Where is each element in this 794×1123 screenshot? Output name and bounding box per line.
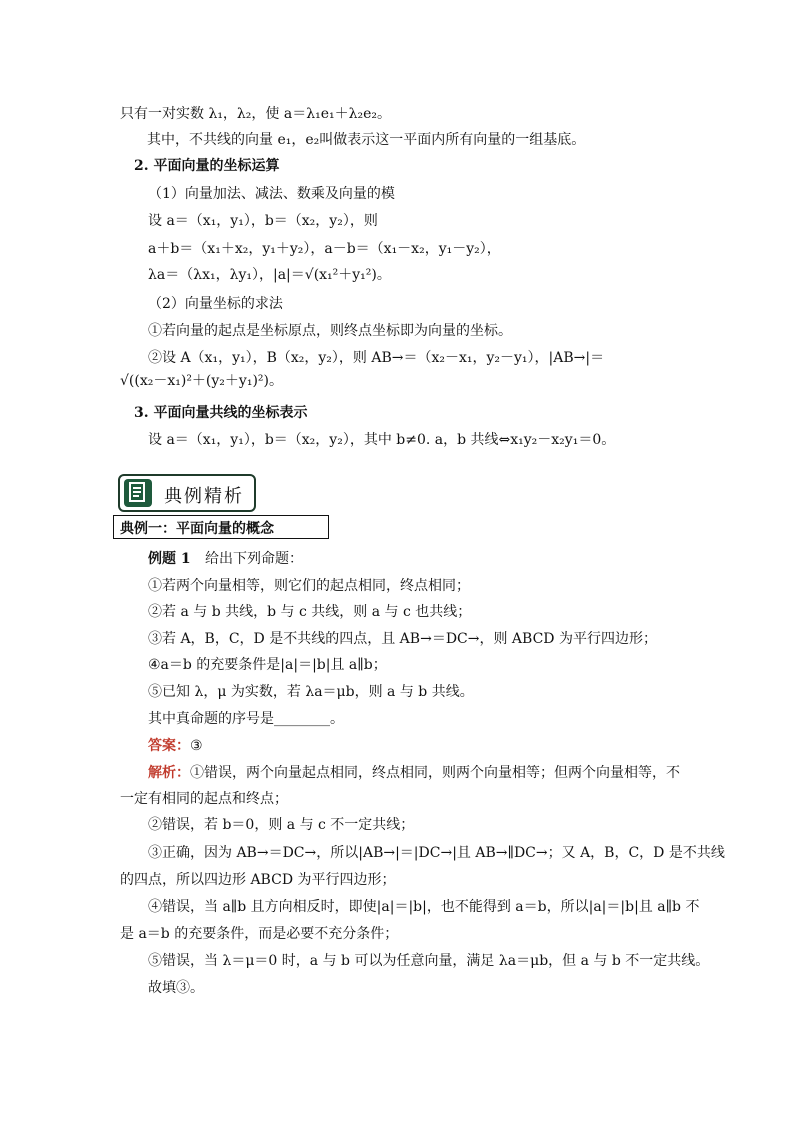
basis-line-1: 只有一对实数 λ₁，λ₂，使 a＝λ₁e₁＋λ₂e₂。 xyxy=(120,106,391,122)
example-intro: 给出下列命题： xyxy=(205,551,303,567)
analysis-line-9: 故填③。 xyxy=(148,980,204,996)
examples-header-title: 典例精析 xyxy=(164,486,244,507)
section-2-scalar: λa＝（λx₁，λy₁），|a|＝√(x₁²＋y₁²)。 xyxy=(148,267,391,283)
section-3-title: 3. 平面向量共线的坐标表示 xyxy=(134,405,308,421)
section-2-p1: ①若向量的起点是坐标原点，则终点坐标即为向量的坐标。 xyxy=(148,323,512,339)
analysis-line-4: ③正确，因为 AB→＝DC→，所以|AB→|＝|DC→|且 AB→∥DC→；又 A，B，C，D 是不共线 xyxy=(148,845,725,861)
section-2-sub1: （1）向量加法、减法、数乘及向量的模 xyxy=(148,186,395,202)
analysis-line-1: ①错误，两个向量起点相同，终点相同，则两个向量相等；但两个向量相等，不 xyxy=(190,765,680,781)
proposition-2: ②若 a 与 b 共线，b 与 c 共线，则 a 与 c 也共线； xyxy=(148,604,472,620)
example-1-subheader-title: 典例一：平面向量的概念 xyxy=(120,521,274,537)
analysis-line-3: ②错误，若 b＝0，则 a 与 c 不一定共线； xyxy=(148,817,415,833)
document-icon xyxy=(124,479,152,507)
basis-line-2: 其中，不共线的向量 e₁，e₂叫做表示这一平面内所有向量的一组基底。 xyxy=(147,132,586,148)
examples-header xyxy=(118,474,256,512)
analysis-label: 解析： xyxy=(148,765,190,781)
example-label: 例题 1 xyxy=(148,551,191,567)
answer-value: ③ xyxy=(190,738,203,754)
proposition-4: ④a＝b 的充要条件是|a|＝|b|且 a∥b； xyxy=(148,657,387,673)
analysis-line-6: ④错误，当 a∥b 且方向相反时，即使|a|＝|b|，也不能得到 a＝b，所以|a|＝|b|且 a∥b 不 xyxy=(148,899,700,915)
proposition-5: ⑤已知 λ，μ 为实数，若 λa＝μb，则 a 与 b 共线。 xyxy=(148,684,474,700)
analysis-line-8: ⑤错误，当 λ＝μ＝0 时，a 与 b 可以为任意向量，满足 λa＝μb，但 a 与 b 不一定共线。 xyxy=(148,953,710,969)
example-1-subheader xyxy=(113,515,329,539)
question-line: 其中真命题的序号是________。 xyxy=(148,711,344,727)
answer-label: 答案： xyxy=(148,738,190,754)
proposition-3: ③若 A，B，C，D 是不共线的四点，且 AB→＝DC→，则 ABCD 为平行四边形； xyxy=(148,631,657,647)
section-2-sub2: （2）向量坐标的求法 xyxy=(148,296,283,312)
section-3-line: 设 a＝（x₁，y₁），b＝（x₂，y₂），其中 b≠0. a，b 共线⇔x₁y₂－x₂y₁＝0。 xyxy=(148,432,616,448)
section-2-p2b: √((x₂－x₁)²＋(y₂＋y₁)²)。 xyxy=(120,373,283,389)
analysis-line-7: 是 a＝b 的充要条件，而是必要不充分条件； xyxy=(120,926,399,942)
section-2-p2: ②设 A（x₁，y₁），B（x₂，y₂），则 AB→＝（x₂－x₁，y₂－y₁），|AB→|＝ xyxy=(148,350,605,366)
analysis-line-2: 一定有相同的起点和终点； xyxy=(120,791,288,807)
analysis-line-5: 的四点，所以四边形 ABCD 为平行四边形； xyxy=(120,872,396,888)
section-2-set: 设 a＝（x₁，y₁），b＝（x₂，y₂），则 xyxy=(148,213,378,229)
section-2-sum: a＋b＝（x₁＋x₂，y₁＋y₂），a－b＝（x₁－x₂，y₁－y₂）， xyxy=(148,241,501,257)
proposition-1: ①若两个向量相等，则它们的起点相同，终点相同； xyxy=(148,578,470,594)
section-2-title: 2. 平面向量的坐标运算 xyxy=(134,158,280,174)
